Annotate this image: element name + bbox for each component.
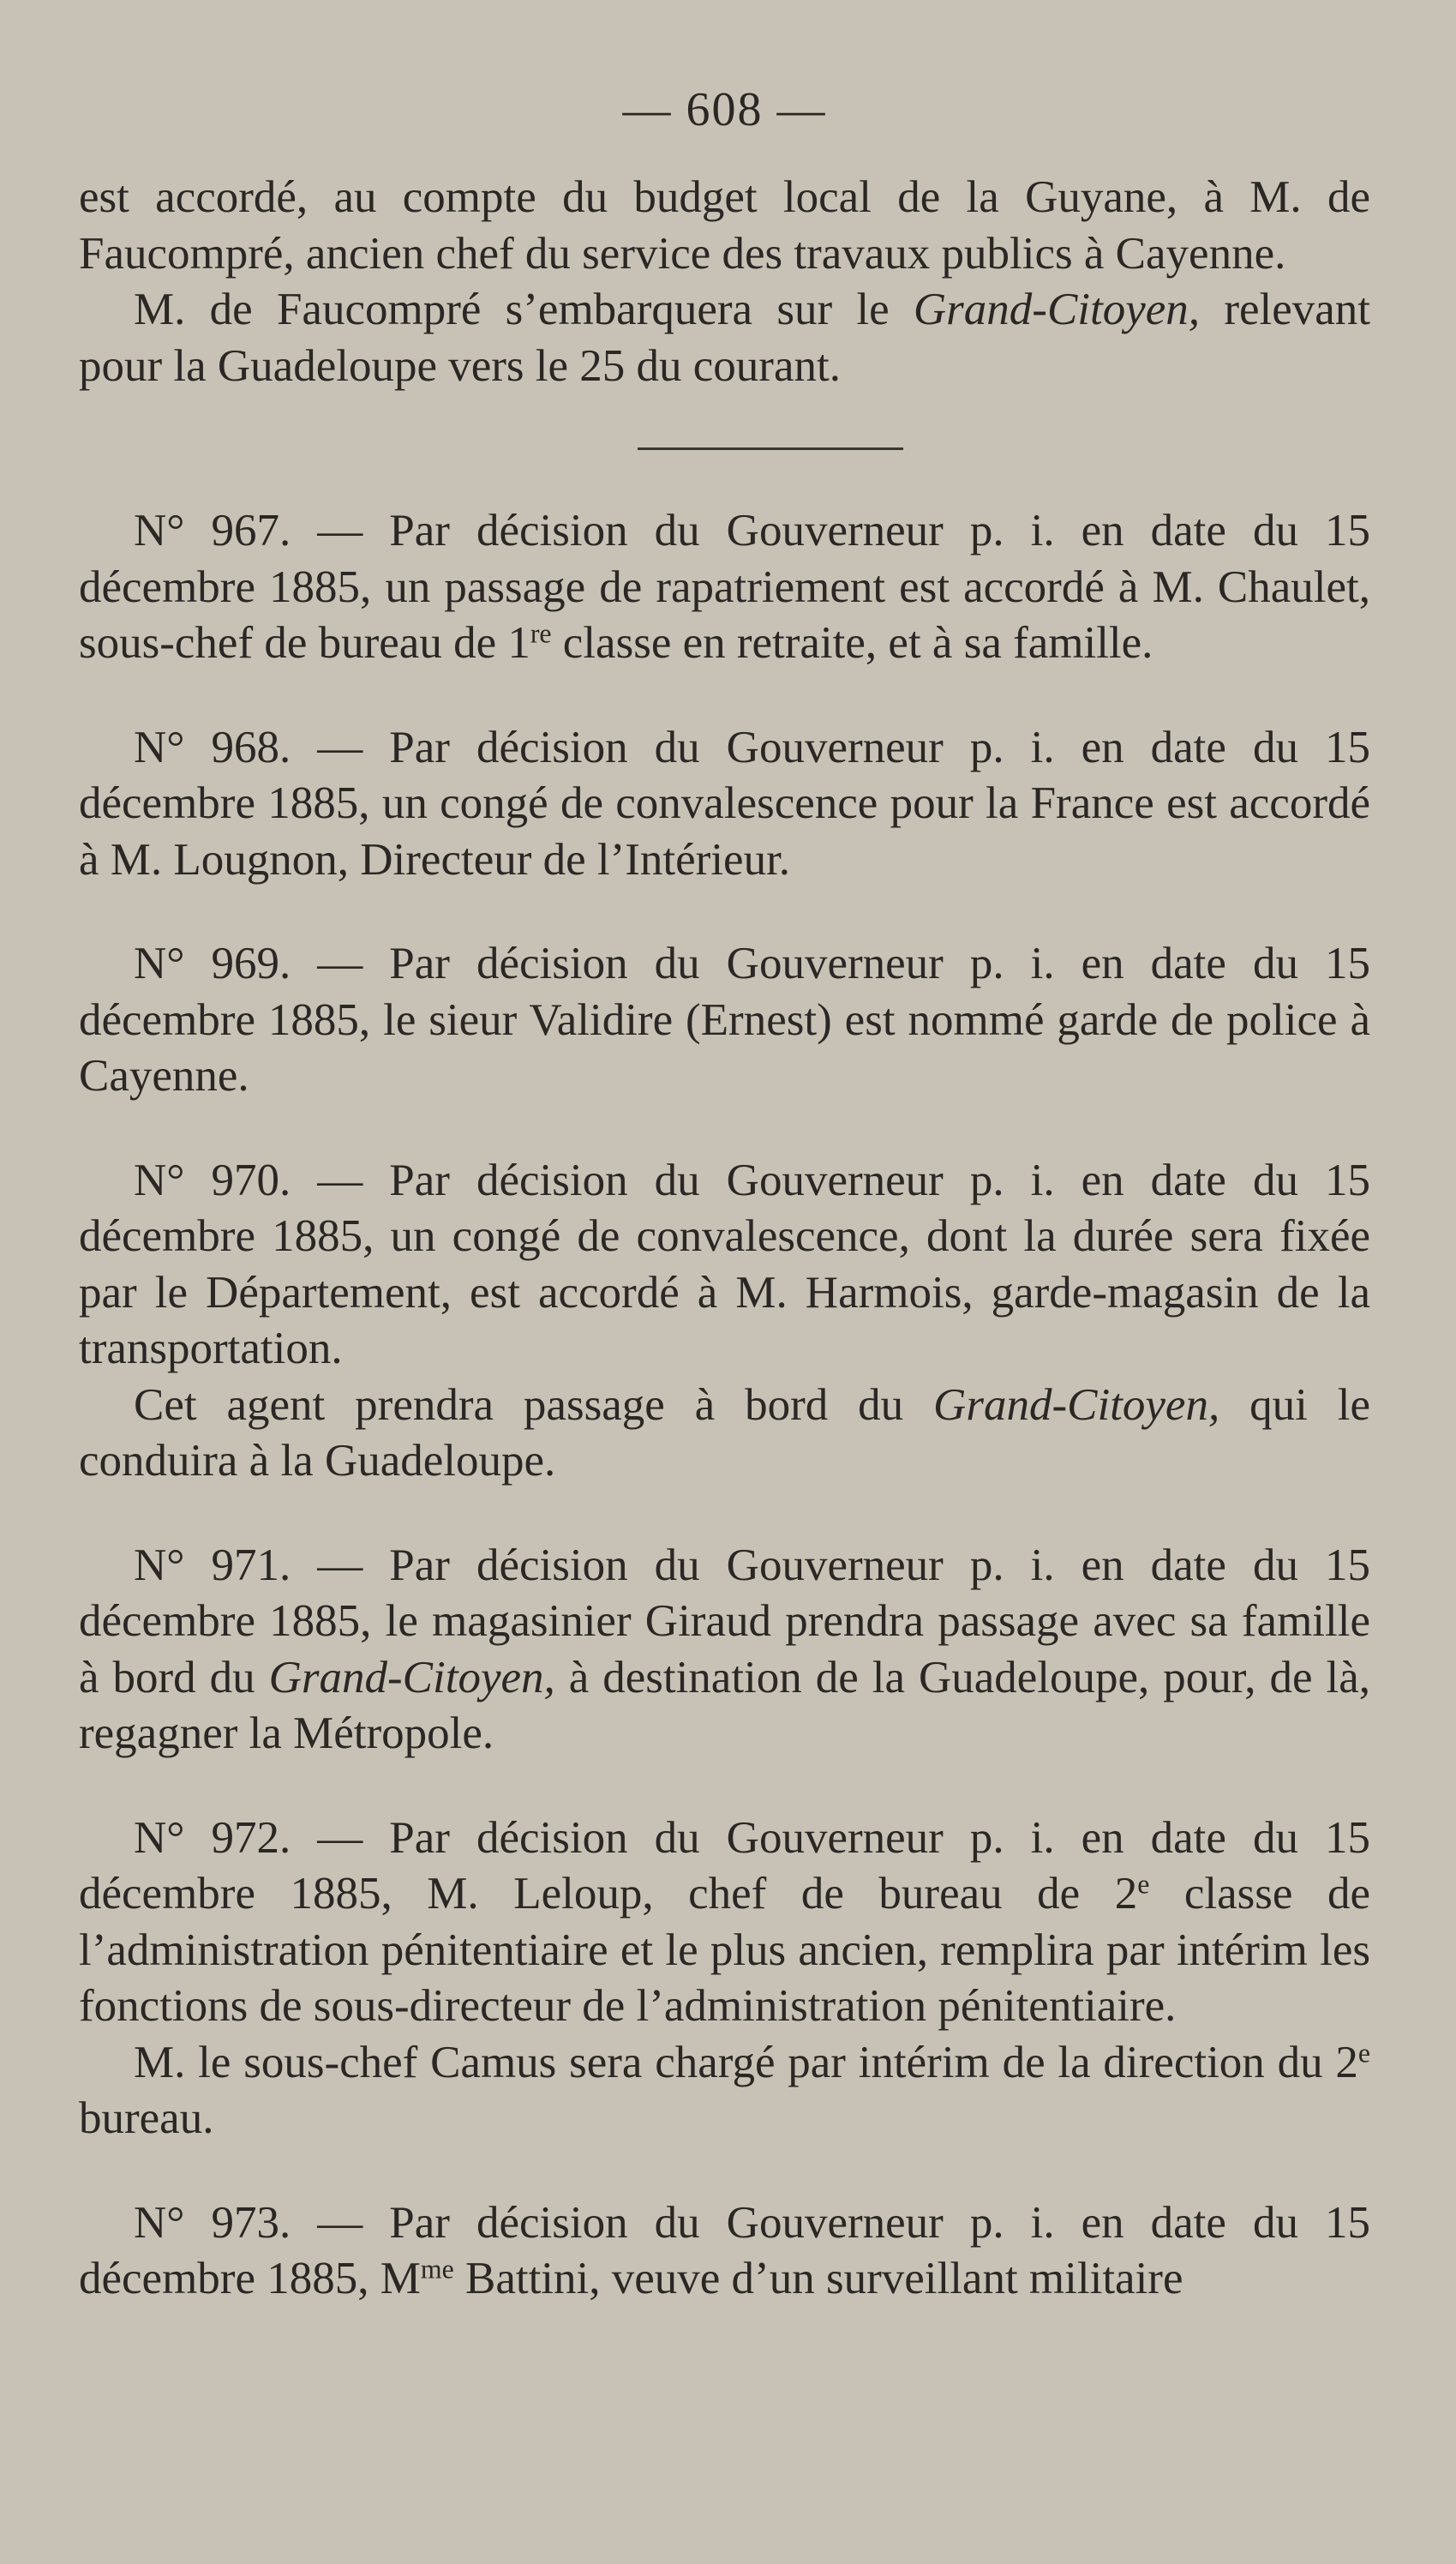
text-run: est accordé, au compte du budget local de la Guyane, à M. de Faucompré, ancien chef du service des travaux publics à Cayenne. <box>79 172 1370 279</box>
ordinal-superscript: me <box>420 2254 454 2285</box>
decision-971 <box>79 1538 1370 1762</box>
ship-name: Grand-Citoyen, <box>268 1652 555 1702</box>
decision-970-followup <box>79 1378 1370 1490</box>
decision-969 <box>79 936 1370 1105</box>
ordinal-superscript: re <box>530 618 552 649</box>
paragraph-continuation <box>79 170 1370 282</box>
decision-968 <box>79 720 1370 889</box>
text-run: N° 968. — Par décision du Gouverneur p. i. en date du 15 décembre 1885, un congé de convalescence pour la France est accordé à M. Lougnon, Directeur de l’Intérieur. <box>79 722 1370 885</box>
text-run: M. de Faucompré s’embarquera sur le <box>134 285 914 334</box>
text-run: à destination de la Guadeloupe, pour, de là, regagner la Métropole. <box>79 1652 1370 1758</box>
decision-972 <box>79 1810 1370 2035</box>
separator-rule <box>638 447 903 450</box>
text-run: N° 971. — Par décision du Gouverneur p. i. en date du 15 décembre 1885, le magasinier Giraud prendra passage avec sa famille à bord du <box>79 1540 1370 1702</box>
text-run: qui le conduira à la Guadeloupe. <box>79 1379 1370 1486</box>
decision-967 <box>79 503 1370 672</box>
decision-972-followup <box>79 2035 1370 2147</box>
ordinal-superscript: e <box>1357 2038 1370 2069</box>
text-run: relevant pour la Guadeloupe vers le 25 du courant. <box>79 285 1370 391</box>
text-run: N° 972. — Par décision du Gouverneur p. i. en date du 15 décembre 1885, M. Leloup, chef de bureau de 2 <box>79 1812 1370 1918</box>
ship-name: Grand-Citoyen, <box>933 1379 1220 1430</box>
text-run: M. le sous-chef Camus sera chargé par intérim de la direction du 2 <box>134 2037 1358 2087</box>
page-number: — 608 — <box>622 83 827 136</box>
text-run: N° 969. — Par décision du Gouverneur p. i. en date du 15 décembre 1885, le sieur Validire (Ernest) est nommé garde de police à Cayenne. <box>79 939 1370 1101</box>
ordinal-superscript: e <box>1137 1869 1150 1900</box>
text-run: N° 973. — Par décision du Gouverneur p. i. en date du 15 décembre 1885, M <box>79 2197 1370 2303</box>
decision-973 <box>79 2195 1370 2308</box>
ship-name: Grand-Citoyen, <box>913 285 1201 334</box>
text-run: N° 970. — Par décision du Gouverneur p. i. en date du 15 décembre 1885, un congé de convalescence, dont la durée sera fixée par le Département, est accordé à M. Harmois, garde-magasin de la transportation. <box>79 1155 1370 1373</box>
text-run: bureau. <box>79 2093 214 2143</box>
text-run: classe de l’administration pénitentiaire et le plus ancien, remplira par intérim les fonctions de sous-directeur de l’administration pénitentiaire. <box>79 1869 1370 2031</box>
paragraph-faucompre-embarkation <box>79 282 1370 394</box>
text-run: Cet agent prendra passage à bord du <box>134 1379 934 1430</box>
decision-970 <box>79 1153 1370 1378</box>
text-run: classe en retraite, et à sa famille. <box>551 618 1153 668</box>
text-run: Battini, veuve d’un surveillant militaire <box>453 2254 1183 2303</box>
text-run: N° 967. — Par décision du Gouverneur p. i. en date du 15 décembre 1885, un passage de rapatriement est accordé à M. Chaulet, sous-chef de bureau de 1 <box>79 506 1370 668</box>
